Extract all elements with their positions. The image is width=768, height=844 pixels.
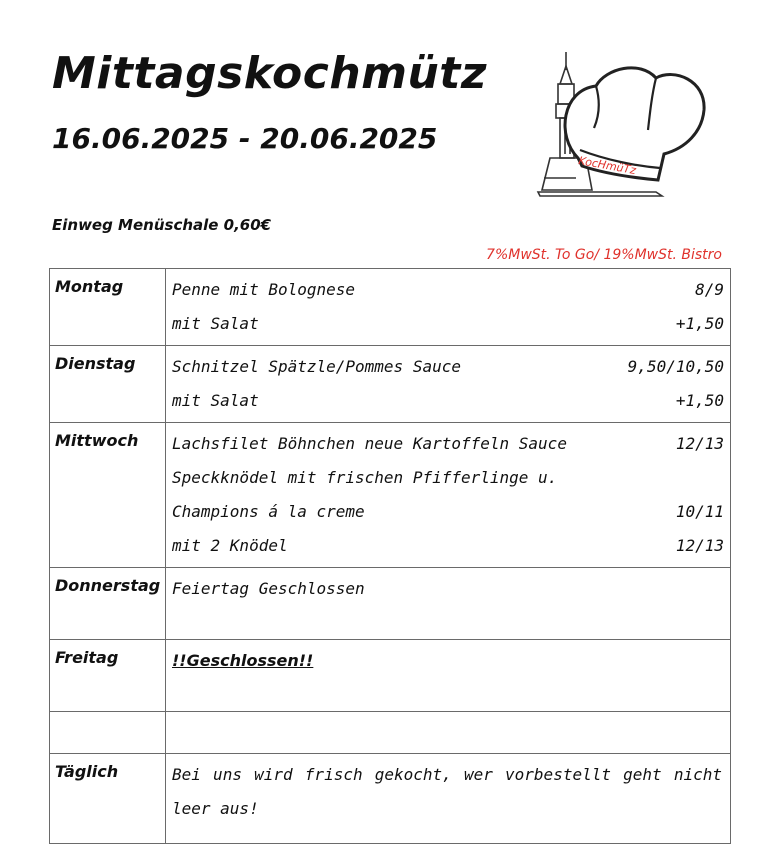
dish-line	[172, 350, 726, 384]
day-content	[166, 423, 731, 568]
dish-line	[172, 461, 726, 495]
row-taeglich	[50, 754, 731, 844]
dish-text: Penne mit Bolognese	[172, 280, 356, 299]
dish-line	[172, 495, 726, 529]
dish-line	[172, 384, 726, 418]
dish-price: 12/13	[675, 536, 724, 555]
dish-text: mit Salat	[172, 314, 259, 333]
dish-line	[172, 307, 726, 341]
dish-text: mit 2 Knödel	[172, 536, 288, 555]
logo-text: KocHmüTz	[577, 154, 637, 178]
dish-text: Speckknödel mit frischen Pfifferlinge u.	[172, 468, 558, 487]
empty-cell	[166, 712, 731, 754]
dish-price: 9,50/10,50	[627, 357, 724, 376]
day-content	[166, 269, 731, 346]
day-content	[166, 754, 731, 844]
day-label: Montag	[50, 269, 166, 346]
dish-price: +1,50	[675, 391, 724, 410]
row-empty	[50, 712, 731, 754]
dish-text: Schnitzel Spätzle/Pommes Sauce	[172, 357, 461, 376]
row-dienstag	[50, 346, 731, 423]
dish-price: 8/9	[695, 280, 724, 299]
dish-price: +1,50	[675, 314, 724, 333]
dish-text: Champions á la creme	[172, 502, 365, 521]
dish-line	[172, 427, 726, 461]
container-deposit-note: Einweg Menüschale 0,60€	[52, 216, 272, 234]
dish-line	[172, 572, 726, 606]
day-label: Täglich	[50, 754, 166, 844]
day-content	[166, 640, 731, 712]
day-label: Donnerstag	[50, 568, 166, 640]
date-range: 16.06.2025 - 20.06.2025	[52, 122, 438, 155]
day-content	[166, 568, 731, 640]
row-freitag	[50, 640, 731, 712]
closed-note: Feiertag Geschlossen	[172, 579, 365, 598]
page-title: Mittagskochmütz	[52, 48, 487, 99]
empty-cell	[50, 712, 166, 754]
daily-note: Bei uns wird frisch gekocht, wer vorbestellt geht nicht leer aus!	[172, 765, 722, 818]
menu-table	[49, 268, 731, 844]
row-montag	[50, 269, 731, 346]
day-content	[166, 346, 731, 423]
row-mittwoch	[50, 423, 731, 568]
dish-price: 12/13	[675, 434, 724, 453]
tax-note: 7%MwSt. To Go/ 19%MwSt. Bistro	[486, 247, 722, 263]
dish-text: Lachsfilet Böhnchen neue Kartoffeln Sauce	[172, 434, 567, 453]
row-donnerstag	[50, 568, 731, 640]
dish-line	[172, 529, 726, 563]
dish-text: mit Salat	[172, 391, 259, 410]
day-label: Freitag	[50, 640, 166, 712]
dish-line	[172, 273, 726, 307]
dish-price: 10/11	[675, 502, 724, 521]
chef-hat-logo	[536, 50, 714, 200]
day-label: Dienstag	[50, 346, 166, 423]
day-label: Mittwoch	[50, 423, 166, 568]
closed-note: !!Geschlossen!!	[172, 651, 314, 670]
